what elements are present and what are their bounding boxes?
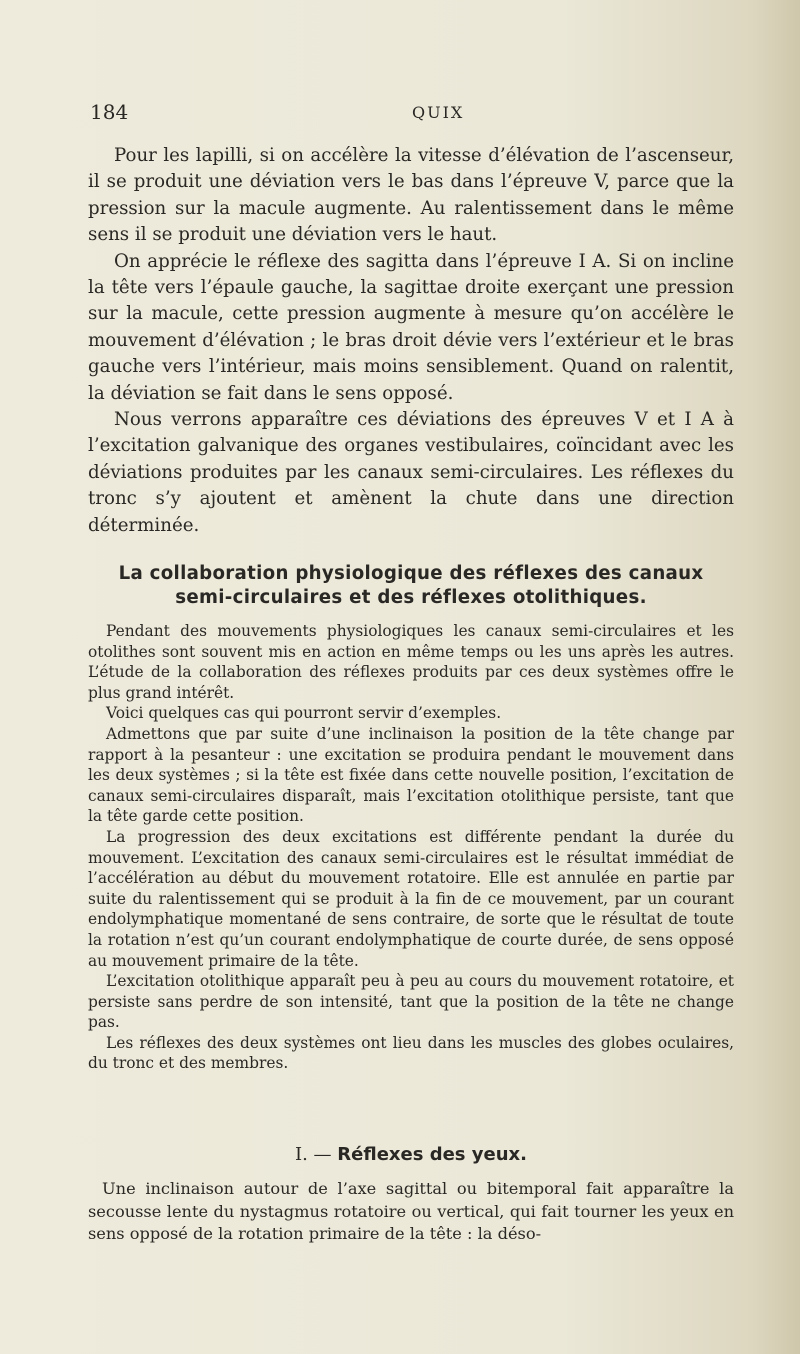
paragraph: On apprécie le réflexe des sagitta dans l’épreuve I A. Si on incline la tête vers l’épaule gauche, la sagittae droite exerçant une pression sur la macule, cette pression augmente à mesure qu’on accélère le mouvement d’élévation ; le bras droit dévie vers l’extérieur et le bras gauche vers l’intérieur, mais moins sensiblement. Quand on ralentit, la déviation se fait dans le sens opposé. (88, 250, 734, 404)
paragraph: Une inclinaison autour de l’axe sagittal ou bitemporal fait apparaître la secousse lente du nystagmus rotatoire ou vertical, qui fait tourner les yeux en sens opposé de la rotation primaire de la tête : la déso- (88, 1179, 734, 1244)
subsection-heading (88, 1143, 734, 1167)
intro-text (88, 143, 734, 539)
paragraph: L’excitation otolithique apparaît peu à peu au cours du mouvement rotatoire, et persiste sans perdre de son intensité, tant que la position de la tête ne change pas. (88, 972, 734, 1032)
section-text (88, 621, 734, 1074)
paragraph: Pour les lapilli, si on accélère la vitesse d’élévation de l’ascenseur, il se produit une déviation vers le bas dans l’épreuve V, parce que la pression sur la macule augmente. Au ralentissement dans le même sens il se produit une déviation vers le haut. (88, 145, 734, 246)
paragraph: La progression des deux excitations est différente pendant la durée du mouvement. L’excitation des canaux semi-circulaires est le résultat immédiat de l’accélération au début du mouvement rotatoire. Elle est annulée en partie par suite du ralentissement qui se produit à la fin de ce mouvement, par un courant endolymphatique momentané de sens contraire, de sorte que le résultat de toute la rotation n’est qu’un courant endolymphatique de courte durée, de sens opposé au mouvement primaire de la tête. (88, 827, 734, 970)
page-number: 184 (90, 100, 129, 124)
paragraph: Admettons que par suite d’une inclinaison la position de la tête change par rapport à la pesanteur : une excitation se produira pendant le mouvement dans les deux systèmes ; si la tête est fixée dans cette nouvelle position, l’excitation de canaux semi-circulaires disparaît, mais l’excitation otolithique persiste, tant que la tête garde cette position. (88, 724, 734, 826)
subsection-number: I. — (295, 1144, 332, 1165)
section-heading: La collaboration physiologique des réflexes des canaux semi-circulaires et des réflexes otolithiques. (118, 563, 704, 608)
running-head: QUIX (412, 103, 465, 122)
paragraph: Les réflexes des deux systèmes ont lieu dans les muscles des globes oculaires, du tronc et des membres. (88, 1033, 734, 1073)
subsection-title: Réflexes des yeux. (337, 1144, 527, 1165)
page-header (90, 100, 730, 130)
paragraph: Voici quelques cas qui pourront servir d’exemples. (106, 704, 502, 723)
subsection-text (88, 1178, 734, 1246)
paragraph: Nous verrons apparaître ces déviations des épreuves V et I A à l’excitation galvanique des organes vestibulaires, coïncidant avec les déviations produites par les canaux semi-circulaires. Les réflexes du tronc s’y ajoutent et amènent la chute dans une direction déterminée. (88, 409, 734, 536)
paragraph: Pendant des mouvements physiologiques les canaux semi-circulaires et les otolithes sont souvent mis en action en même temps ou les uns après les autres. L’étude de la collaboration des réflexes produits par ces deux systèmes offre le plus grand intérêt. (88, 622, 734, 702)
